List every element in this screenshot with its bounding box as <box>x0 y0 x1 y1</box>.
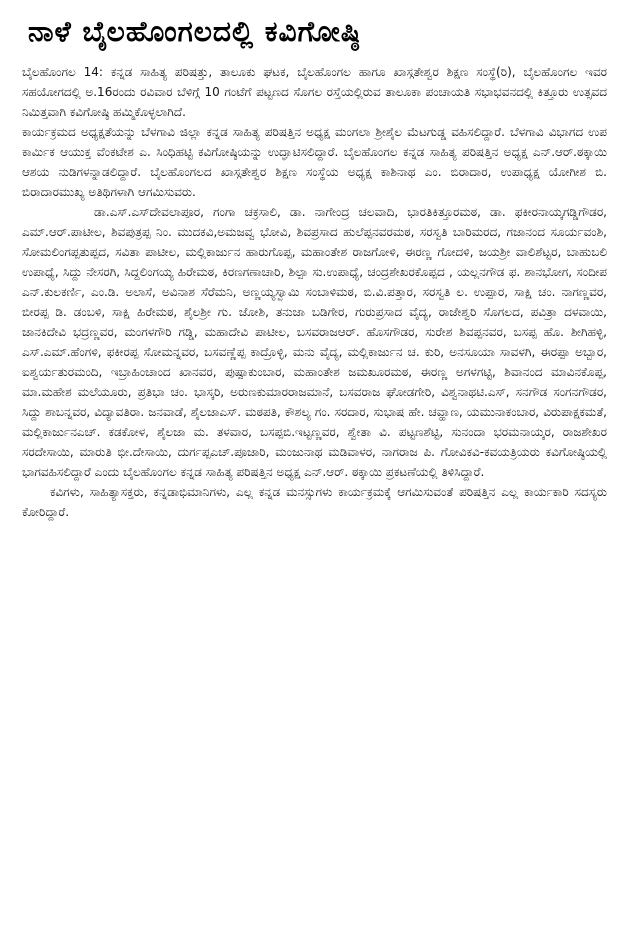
paragraph-invitation: ಕವಿಗಳು, ಸಾಹಿತ್ಯಾಸಕ್ತರು, ಕನ್ನಡಾಭಿಮಾನಿಗಳು, ಎಲ್ಲ ಕನ್ನಡ ಮನಸ್ಸುಗಳು ಕಾರ್ಯಕ್ರಮಕ್ಕೆ ಆಗಮಿಸುವಂತೆ ಪರಿಷತ್ತಿನ ಎಲ್ಲ ಕಾರ್ಯಕಾರಿ ಸದಸ್ಯರು ಕೋರಿದ್ದಾರೆ. <box>22 485 607 519</box>
paragraph-intro: ಬೈಲಹೊಂಗಲ 14: ಕನ್ನಡ ಸಾಹಿತ್ಯ ಪರಿಷತ್ತು, ತಾಲೂಕು ಘಟಕ, ಬೈಲಹೊಂಗಲ ಹಾಗೂ ಖಾಸ್ಗತೇಶ್ವರ ಶಿಕ್ಷಣ ಸಂಸ್ಥೆ(ರಿ), ಬೈಲಹೊಂಗಲ ಇವರ ಸಹಯೋಗದಲ್ಲಿ ಅ.16ರಂದು ರವಿವಾರ ಬೆಳಿಗ್ಗೆ 10 ಗಂಟೆಗೆ ಪಟ್ಟಣದ ಸೊಗಲ ರಸ್ತೆಯಲ್ಲಿರುವ ತಾಲೂಕಾ ಪಂಚಾಯತಿ ಸಭಾಭವನದಲ್ಲಿ ಕಿತ್ತೂರು ಉತ್ಸವದ ನಿಮಿತ್ತವಾಗಿ ಕವಿಗೋಷ್ಠಿ ಹಮ್ಮಿಕೊಳ್ಳಲಾಗಿದೆ. <box>22 65 607 119</box>
article-headline: ನಾಳೆ ಬೈಲಹೊಂಗಲದಲ್ಲಿ ಕವಿಗೋಷ್ಠಿ <box>28 15 361 48</box>
paragraph-program-details: ಕಾರ್ಯಕ್ರಮದ ಅಧ್ಯಕ್ಷತೆಯನ್ನು ಬೆಳಗಾವಿ ಜಿಲ್ಲಾ ಕನ್ನಡ ಸಾಹಿತ್ಯ ಪರಿಷತ್ತಿನ ಅಧ್ಯಕ್ಷ ಮಂಗಲಾ ಶ್ರೀಶೈಲ ಮೆಟಗುಡ್ಡ ವಹಿಸಲಿದ್ದಾರೆ. ಬೆಳಗಾವಿ ವಿಭಾಗದ ಉಪ ಕಾರ್ಮಿಕ ಆಯುಕ್ತ ವೆಂಕಟೇಶ ಎ. ಸಿಂಧಿಹಟ್ಟಿ ಕವಿಗೋಷ್ಠಿಯನ್ನು ಉದ್ಘಾಟಿಸಲಿದ್ದಾರೆ. ಬೈಲಹೊಂಗಲ ಕನ್ನಡ ಸಾಹಿತ್ಯ ಪರಿಷತ್ತಿನ ಅಧ್ಯಕ್ಷ ಎನ್.ಆರ್.ಠಕ್ಕಾಯಿ ಆಶಯ ನುಡಿಗಳನ್ನಾಡಲಿದ್ದಾರೆ. ಬೈಲಹೊಂಗಲದ ಖಾಸ್ಗತೇಶ್ವರ ಶಿಕ್ಷಣ ಸಂಸ್ಥೆಯ ಅಧ್ಯಕ್ಷ ಕಾಶಿನಾಥ ಎಂ. ಬಿರಾದಾರ, ಉಪಾಧ್ಯಕ್ಷ ಯೋಗೀಶ ಬಿ. ಬಿರಾದಾರಮುಖ್ಯ ಅತಿಥಿಗಳಾಗಿ ಆಗಮಿಸುವರು. <box>22 125 607 199</box>
article-body <box>22 62 607 522</box>
paragraph-participants: ಡಾ.ಎಸ್.ಎಸ್‌ದೇವಲಾಪೂರ, ಗಂಗಾ ಚಕ್ರಸಾಲಿ, ಡಾ. ನಾಗೇಂದ್ರ ಚಲವಾದಿ, ಭಾರತಿಕಿತ್ತೂರಮಠ, ಡಾ. ಫಕೀರನಾಯ್ಕಗಡ್ಡಿಗೌಡರ, ಎಮ್.ಆರ್.ಪಾಟೀಲ, ಶಿವಪುತ್ರಪ್ಪ ನಿಂ. ಮುದಕವಿ,ಅಮಜವ್ವ ಭೋವಿ, ಶಿವಪ್ರಸಾದ ಹುಲೆಪ್ಪನವರಮಠ, ಸರಸ್ವತಿ ಬಾರಿಮರದ, ಗಜಾನಂದ ಸೂರ್ಯವಂಶಿ, ಸೋಮಲಿಂಗಪ್ಪತುಪ್ಪದ, ಸವಿತಾ ಪಾಟೀಲ, ಮಲ್ಲಿಕಾರ್ಜುನ ಹಾರುಗೊಪ್ಪ, ಮಹಾಂತೇಶ ರಾಜಗೋಳಿ, ಈರಣ್ಣ ಗೋದಳಿ, ಜಯಶ್ರೀ ವಾಲಿಶೆಟ್ಟರ, ಬಾಹುಬಲಿ ಉಪಾಧ್ಯೆ, ಸಿದ್ದು ನೇಸರಗಿ, ಸಿದ್ದಲಿಂಗಯ್ಯ ಹಿರೇಮಠ, ಕಿರಣಗಣಾಚಾರಿ, ಶಿಲ್ಪಾ ಸು.ಉಪಾಧ್ಯೆ, ಚಂದ್ರಶೇಖರಕೊಪ್ಪದ , ಯಲ್ಲನಗೌಡ ಫ. ಶಾನಭೋಗ, ಸಂದೀಪ ಎನ್.ಕುಲಕರ್ಣಿ, ಎಂ.ಡಿ. ಅಲಾಸೆ, ಅವಿನಾಶ ಸೆರೆಮನಿ, ಅಣ್ಣಯ್ಯಸ್ವಾಮಿ ಸಂಬಾಳಿಮಠ, ಬಿ.ವಿ.ಪತ್ತಾರ, ಸರಸ್ವತಿ ಲ. ಉಪ್ಪಾರ, ಸಾಕ್ಷಿ ಚಂ. ನಾಗಣ್ಣವರ, ಬೀರಪ್ಪ ಡಿ. ಡಂಬಳಿ, ಸಾಕ್ಷಿ ಹಿರೇಮಠ, ಶೈಲಶ್ರೀ ಗು. ಜೋಶಿ, ತನುಜಾ ಬಡಿಗೇರ, ಗುರುಪ್ರಸಾದ ವೈದ್ಯ, ರಾಜೇಶ್ವರಿ ಸೊಗಲದ, ಪವಿತ್ರಾ ದಳವಾಯಿ, ಜಾನಕಿದೇವಿ ಭದ್ರಣ್ಣವರ, ಮಂಗಳಗೌರಿ ಗಡ್ಡಿ, ಮಹಾದೇವಿ ಪಾಟೀಲ, ಬಸವರಾಜಆರ್. ಹೊಸಗೌಡರ, ಸುರೇಶ ಶಿವಪ್ಪನವರ, ಬಸಪ್ಪ ಹೊ. ಶೀಗಿಹಳ್ಳಿ, ಎಸ್.ಎಮ್.ಹೆಂಗಳಿ, ಫಕೀರಪ್ಪ ಸೋಮನ್ನವರ, ಬಸವಣ್ಣೆಪ್ಪ ಕಾದ್ರೊಳ್ಳಿ, ಮನು ವೈದ್ಯ, ಮಲ್ಲಿಕಾರ್ಜುನ ಚ. ಕುರಿ, ಅನಸೂಯಾ ಸಾವಳಗಿ, ಈರಪ್ಪಾ ಅಬ್ಬಾರ, ಐಶ್ವರ್ಯತುರಮಂದಿ, ಇಬ್ರಾಹಿಂಚಾಂದ ಖಾನವರ, ಪುಷ್ಪಾಕುಂಬಾರ, ಮಹಾಂತೇಶ ಜಮಖೂರಮಠ, ಈರಣ್ಣ ಅಗಳಗಟ್ಟಿ, ಶಿವಾನಂದ ಮಾವಿನಕೊಪ್ಪ, ಮಾ.ಮಹೇಶ ಮಲೆಯೂರು, ಪ್ರತಿಭಾ ಚಂ. ಭಾಸ್ಕರಿ, ಅರುಣಕುಮಾರರಾಜಮಾನೆ, ಬಸವರಾಜ ಘೋಡಗೇರಿ, ವಿಶ್ವನಾಥಟಿ.ಎಸ್, ಸನಗೌಡ ಸಂಗನಗೌಡರ, ಸಿದ್ದು ಶಾಬನ್ನವರ, ವಿದ್ಯಾವತಿರಾ. ಜನವಾಡೆ, ಶೈಲಜಾಎಸ್. ಮಠಪತಿ, ಕೌಶಲ್ಯ ಗಂ. ಸರದಾರ, ಸುಭಾಷ ಹೇ. ಚವ್ಹಾಣ, ಯಮುನಾಕಂಬಾರ, ವಿರುಪಾಕ್ಷಕಮತೆ, ಮಲ್ಲಿಕಾರ್ಜುನಎಚ್. ಕಡಕೋಳ, ಶೈಲಜಾ ಮ. ತಳವಾರ, ಬಸಪ್ಪಬಿ.ಇಟ್ಟಣ್ಣವರ, ಶ್ವೇತಾ ವಿ. ಪಟ್ಟಣಶೆಟ್ಟಿ, ಸುನಂದಾ ಭರಮನಾಯ್ಕರ, ರಾಜಶೇಖರ ಸರದೇಸಾಯಿ, ಮಾರುತಿ ಭೀ.ದೇಸಾಯಿ, ದುರ್ಗಪ್ಪಎಚ್.ಪೂಜಾರಿ, ಮಂಜುನಾಥ ಮಡಿವಾಳರ, ನಾಗರಾಜ ಪಿ. ಗೋವಿಕವಿ-ಕವಯತ್ರಿಯರು ಕವಿಗೋಷ್ಠಿಯಲ್ಲಿ ಭಾಗವಹಿಸಲಿದ್ದಾರೆ ಎಂದು ಬೈಲಹೊಂಗಲ ಕನ್ನಡ ಸಾಹಿತ್ಯ ಪರಿಷತ್ತಿನ ಅಧ್ಯಕ್ಷ ಎನ್.ಆರ್. ಠಕ್ಕಾಯಿ ಪ್ರಕಟಣೆಯಲ್ಲಿ ತಿಳಿಸಿದ್ದಾರೆ. <box>22 205 607 479</box>
